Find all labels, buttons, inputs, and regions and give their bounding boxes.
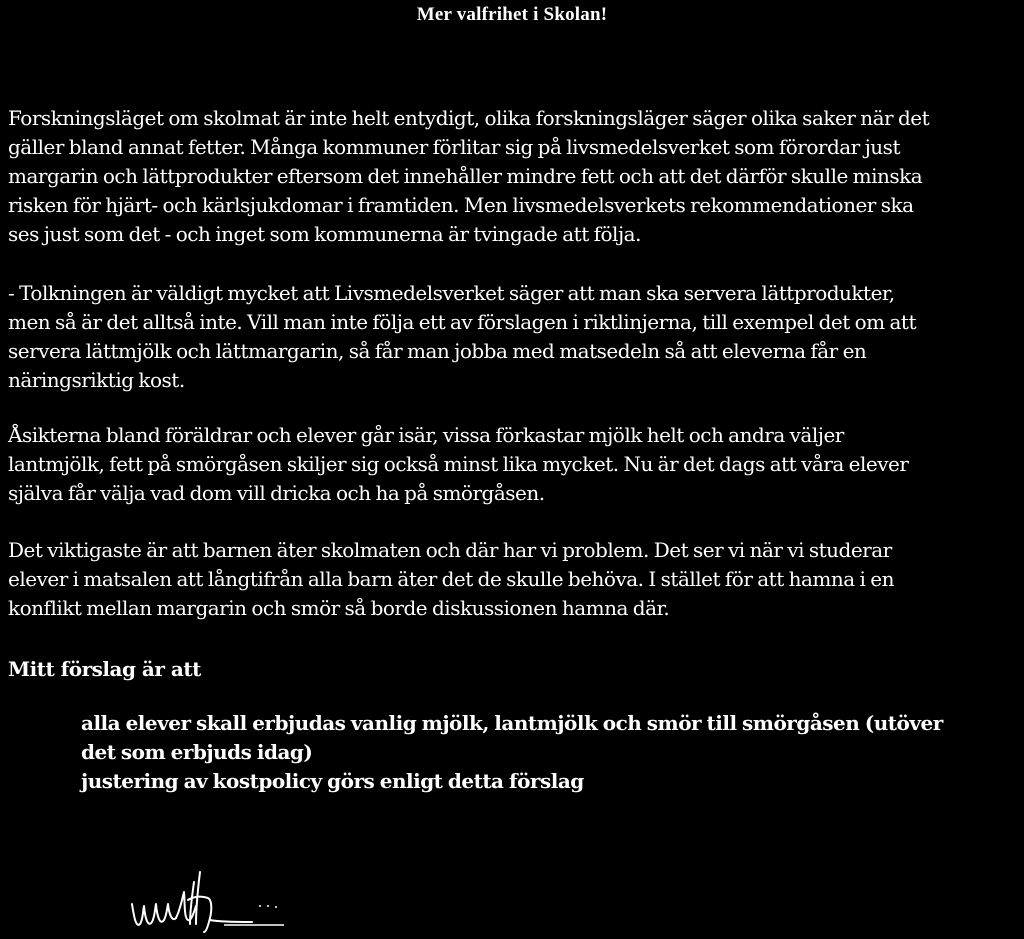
proposal-heading: Mitt förslag är att: [8, 657, 201, 681]
paragraph-1: Forskningsläget om skolmat är inte helt entydigt, olika forskningsläger säger olika saker när det gäller bland annat fetter. Många kommuner förlitar sig på livsmedelsverket som förordar just margarin och lättprodukter eftersom det innehåller mindre fett och att det därför skulle minska risken för hjärt- och kärlsjukdomar i framtiden. Men livsmedelsverkets rekommendationer ska ses just som det - och inget som kommunerna är tvingade att följa.: [8, 106, 930, 246]
proposal-list: [81, 709, 1021, 796]
proposal-item-2: justering av kostpolicy görs enligt detta förslag: [81, 769, 584, 793]
proposal-item-1: alla elever skall erbjudas vanlig mjölk, lantmjölk och smör till smörgåsen (utöver det som erbjuds idag): [81, 711, 943, 764]
handwritten-signature: [128, 862, 288, 934]
paragraph-3: Åsikterna bland föräldrar och elever går isär, vissa förkastar mjölk helt och andra väljer lantmjölk, fett på smörgåsen skiljer sig också minst lika mycket. Nu är det dags att våra elever själva får välja vad dom vill dricka och ha på smörgåsen.: [8, 423, 909, 505]
paragraph-4: Det viktigaste är att barnen äter skolmaten och där har vi problem. Det ser vi när vi studerar elever i matsalen att långtifrån alla barn äter det de skulle behöva. I stället för att hamna i en konflikt mellan margarin och smör så borde diskussionen hamna där.: [8, 538, 895, 620]
document-title: Mer valfrihet i Skolan!: [416, 4, 608, 25]
paragraph-2: - Tolkningen är väldigt mycket att Livsmedelsverket säger att man ska servera lättprodukter, men så är det alltså inte. Vill man inte följa ett av förslagen i riktlinjerna, till exempel det om att servera lättmjölk och lättmargarin, så får man jobba med matsedeln så att eleverna får en näringsriktig kost.: [8, 281, 916, 392]
